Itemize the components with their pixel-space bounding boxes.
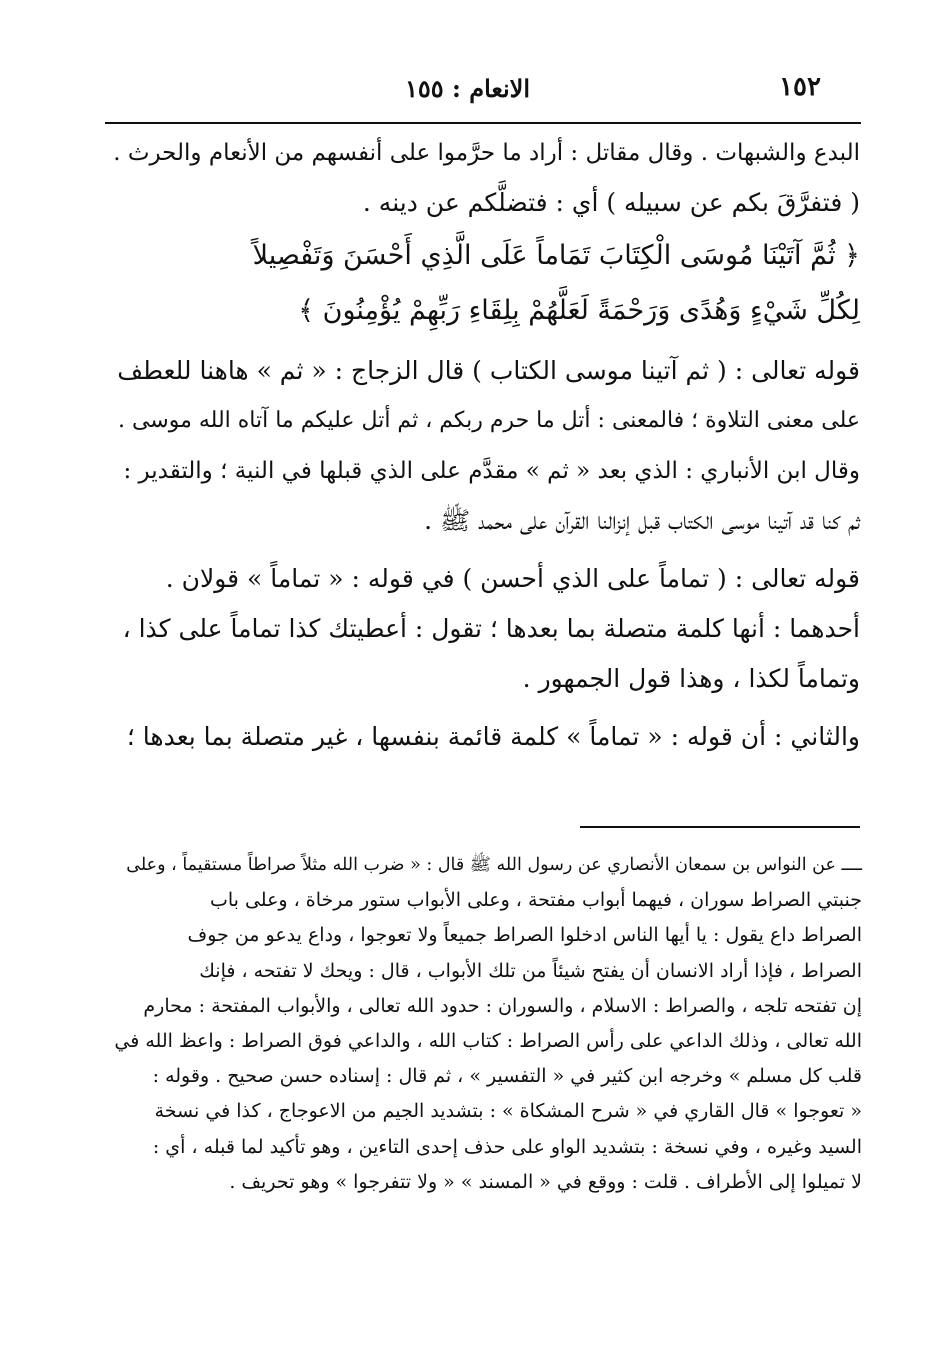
footnote-line: قلب كل مسلم » وخرجه ابن كثير في « التفسير » ، ثم قال : إسناده حسن صحيح . وقوله : [152,1065,862,1088]
footnote-line: جنبتي الصراط سوران ، فيهما أبواب مفتحة ، وعلى الأبواب ستور مرخاة ، وعلى باب [209,889,862,912]
footnote-line: الصراط داع يقول : يا أيها الناس ادخلوا الصراط جميعاً ولا تعوجوا ، وداع يدعو من جوف [187,924,862,947]
footnotes [110,848,862,1200]
footnote-line: لا تميلوا إلى الأطراف . قلت : ووقع في « المسند » « ولا تتفرجوا » وهو تحريف . [229,1170,862,1193]
quran-verse-line: ﴿ ثُمَّ آتَيْنَا مُوسَى الْكِتَابَ تَمَاماً عَلَى الَّذِي أَحْسَنَ وَتَفْصِيلاً [252,240,860,271]
text-line: ( فتفرَّقَ بكم عن سبيله ) أي : فتضلَّكم عن دينه . [362,188,860,217]
text-line: وقال ابن الأنباري : الذي بعد « ثم » مقدَّم على الذي قبلها في النية ؛ والتقدير : [123,458,860,484]
quran-verse-line: لِكُلِّ شَيْءٍ وَهُدًى وَرَحْمَةً لَعَلَّهُمْ بِلِقَاءِ رَبِّهِمْ يُؤْمِنُونَ ﴾ [298,295,860,326]
footnote-line: السيد وغيره ، وفي نسخة : بتشديد الواو على حذف إحدى التاءين ، وهو تأكيد لما قبله ، أي : [152,1135,862,1158]
footnote-line: ــــ عن النواس بن سمعان الأنصاري عن رسول الله ﷺ قال : « ضرب الله مثلاً صراطاً مستقيماً ، وعلى [126,855,862,875]
text-line: قوله تعالى : ( تماماً على الذي أحسن ) في قوله : « تماماً » قولان . [165,564,860,593]
text-line: وتماماً لكذا ، وهذا قول الجمهور . [522,664,860,693]
footnote-line: الله تعالى ، وذلك الداعي على رأس الصراط : كتاب الله ، والداعي فوق الصراط : واعظ الله في [114,1029,862,1052]
text-line: قوله تعالى : ( ثم آتينا موسى الكتاب ) قال الزجاج : « ثم » هاهنا للعطف [117,356,860,385]
main-text [110,128,860,762]
text-line: ثم كنا قد آتينا موسى الكتاب قبل إنزالنا القرآن على محمد ﷺ . [424,506,860,535]
page-header [105,72,821,112]
footnote-line: « تعوجوا » قال القاري في « شرح المشكاة » : بتشديد الجيم من الاعوجاج ، كذا في نسخة [154,1100,862,1123]
text-line: البدع والشبهات . وقال مقاتل : أراد ما حرَّموا على أنفسهم من الأنعام والحرث . [113,140,860,166]
footnote-rule [580,826,860,828]
text-line: أحدهما : أنها كلمة متصلة بما بعدها ؛ تقول : أعطيتك كذا تماماً على كذا ، [122,614,860,643]
footnote-line: إن تفتحه تلجه ، والصراط : الاسلام ، والسوران : حدود الله تعالى ، والأبواب المفتحة : محارم [143,994,862,1017]
text-line: على معنى التلاوة ؛ فالمعنى : أتل ما حرم ربكم ، ثم أتل عليكم ما آتاه الله موسى . [117,408,860,433]
footnote-line: الصراط ، فإذا أراد الانسان أن يفتح شيئاً من تلك الأبواب ، قال : ويحك لا تفتحه ، فإنك [199,959,862,982]
page-number: ١٥٢ [779,72,821,102]
running-head: الانعام : ١٥٥ [405,74,531,103]
header-rule [105,122,861,124]
text-line: والثاني : أن قوله : « تماماً » كلمة قائمة بنفسها ، غير متصلة بما بعدها ؛ [126,722,860,751]
